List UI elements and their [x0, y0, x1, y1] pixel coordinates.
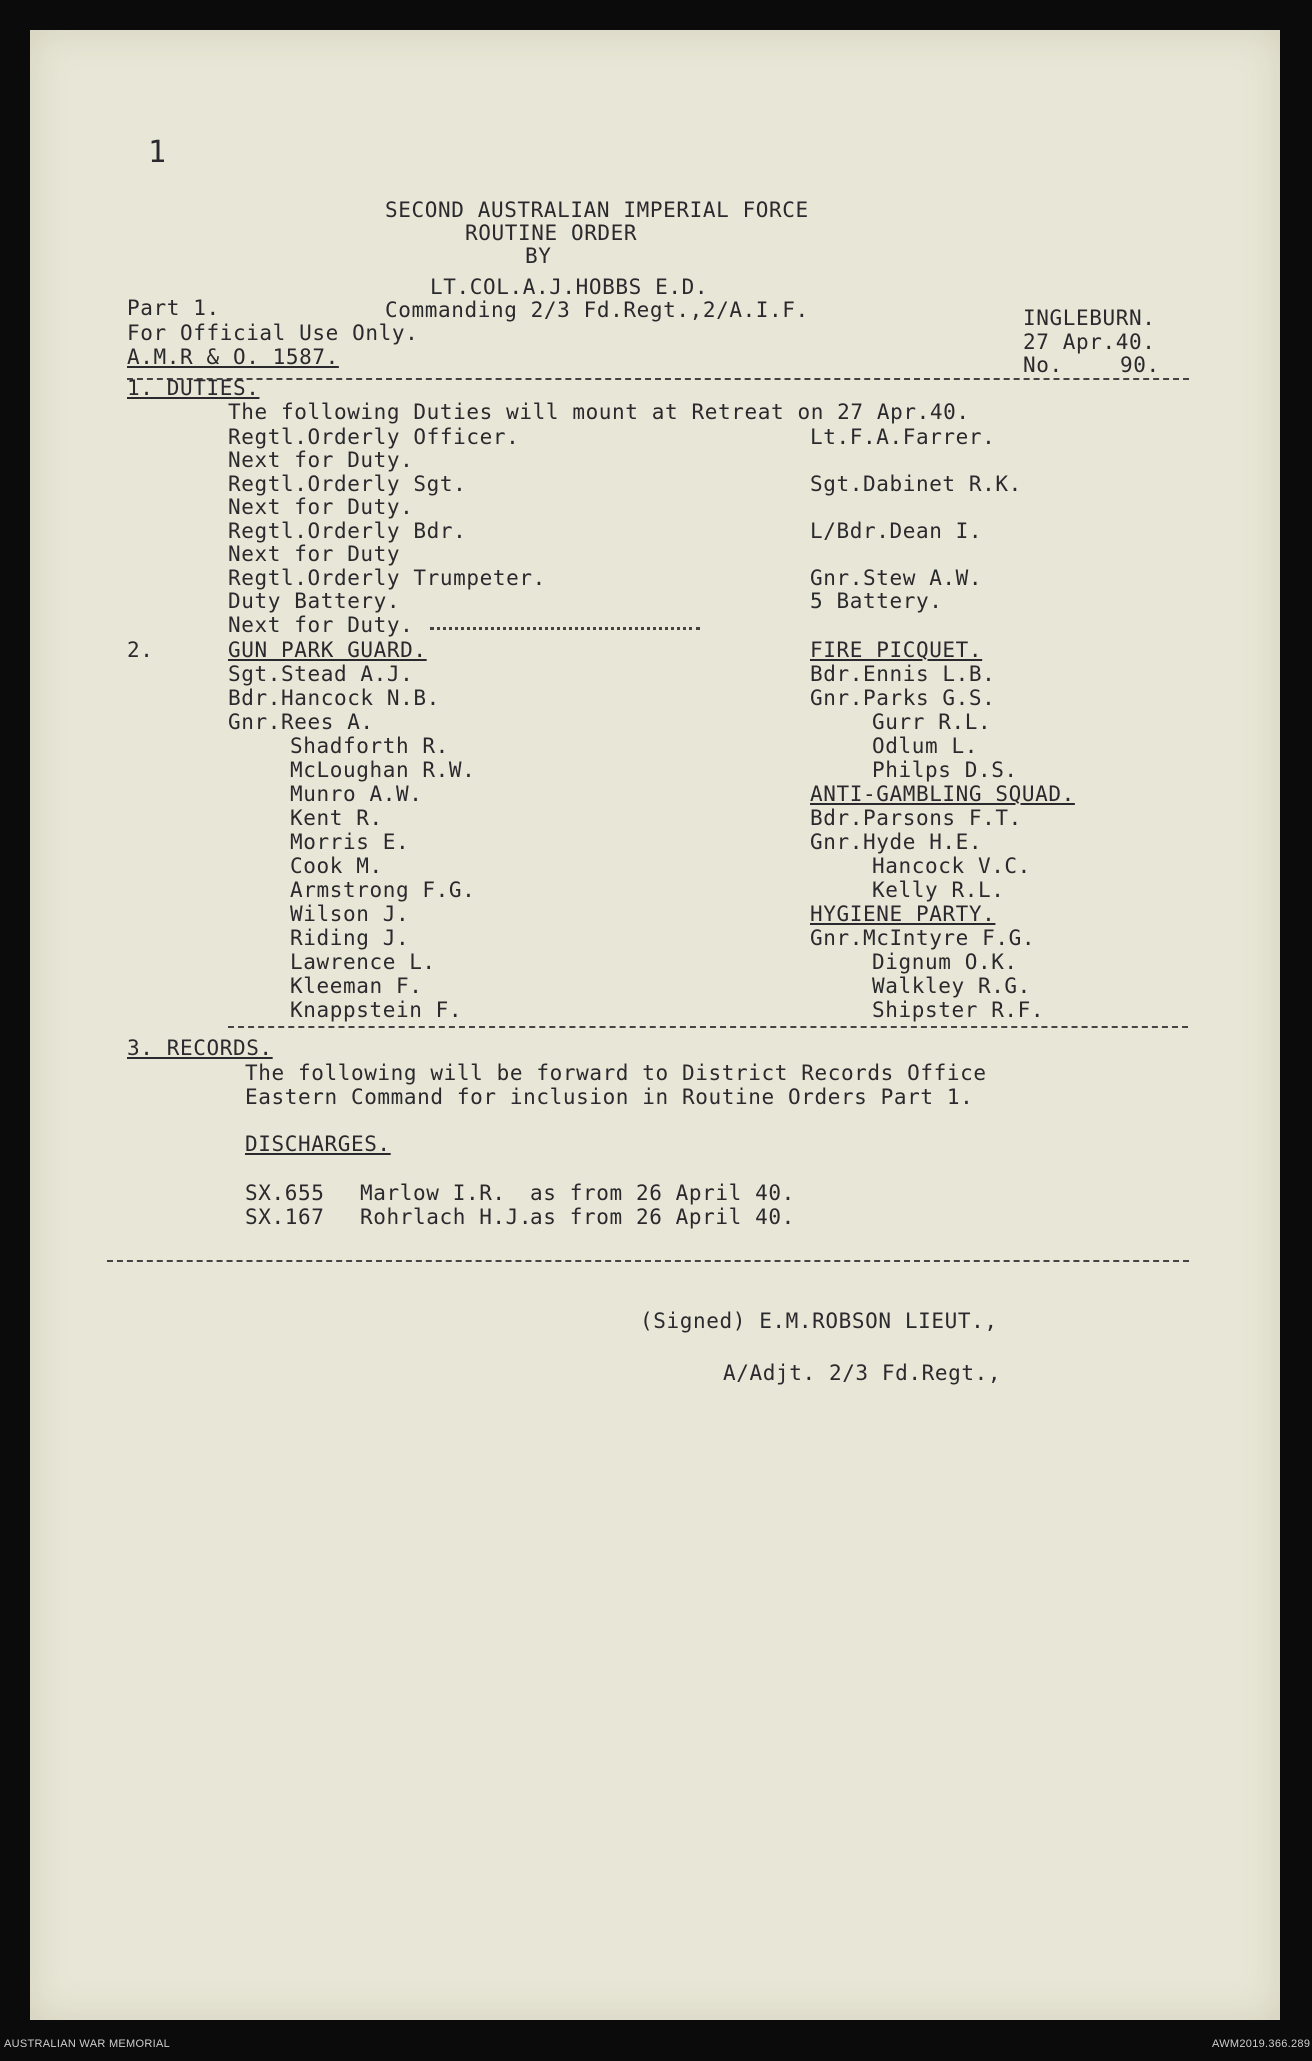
duty-role: Next for Duty.: [228, 613, 414, 637]
gun-park-guard-member: Shadforth R.: [290, 734, 449, 758]
dotted-leader: [430, 627, 700, 630]
discharge-name: Marlow I.R.: [360, 1181, 506, 1205]
duty-person: L/Bdr.Dean I.: [810, 519, 983, 543]
duties-heading: 1. DUTIES.: [127, 376, 260, 400]
hygiene-party-member: Walkley R.G.: [872, 974, 1031, 998]
gun-park-guard-member: Sgt.Stead A.J.: [228, 662, 414, 686]
hygiene-party-member: Dignum O.K.: [872, 950, 1018, 974]
reference-label: A.M.R & O. 1587.: [127, 345, 339, 369]
duty-role: Regtl.Orderly Trumpeter.: [228, 566, 546, 590]
gun-park-guard-member: McLoughan R.W.: [290, 758, 476, 782]
footer-left: AUSTRALIAN WAR MEMORIAL: [4, 2038, 171, 2050]
order-number-label: No.: [1023, 353, 1063, 377]
discharge-from: as from 26 April 40.: [530, 1205, 795, 1229]
gun-park-guard-member: Knappstein F.: [290, 998, 463, 1022]
routine-order: [30, 30, 1280, 2020]
gun-park-guard-title: GUN PARK GUARD.: [228, 638, 427, 662]
duty-role: Duty Battery.: [228, 589, 401, 613]
fire-picquet-member: Bdr.Ennis L.B.: [810, 662, 996, 686]
signature-line-1: (Signed) E.M.ROBSON LIEUT.,: [640, 1309, 998, 1333]
place-label: INGLEBURN.: [1023, 306, 1156, 330]
gun-park-guard-member: Lawrence L.: [290, 950, 436, 974]
document-page: [30, 30, 1280, 2020]
gun-park-guard-member: Kleeman F.: [290, 974, 423, 998]
divider-top: [127, 378, 1189, 380]
duty-role: Next for Duty.: [228, 448, 414, 472]
gun-park-guard-member: Gnr.Rees A.: [228, 710, 374, 734]
hygiene-party-title: HYGIENE PARTY.: [810, 902, 996, 926]
order-number-value: 90.: [1120, 353, 1160, 377]
duty-person: Lt.F.A.Farrer.: [810, 425, 996, 449]
header-line-5: Commanding 2/3 Fd.Regt.,2/A.I.F.: [385, 298, 809, 322]
signature-line-2: A/Adjt. 2/3 Fd.Regt.,: [723, 1361, 1002, 1385]
part-label: Part 1.: [127, 296, 220, 320]
header-line-3: BY: [525, 244, 552, 268]
hygiene-party-member: Gnr.McIntyre F.G.: [810, 926, 1036, 950]
header-line-4: LT.COL.A.J.HOBBS E.D.: [430, 275, 709, 299]
date-label: 27 Apr.40.: [1023, 330, 1156, 354]
anti-gambling-title: ANTI-GAMBLING SQUAD.: [810, 782, 1075, 806]
duties-intro: The following Duties will mount at Retreat on 27 Apr.40.: [228, 400, 970, 424]
divider-bottom: [107, 1260, 1189, 1262]
fire-picquet-member: Odlum L.: [872, 734, 978, 758]
duty-role: Next for Duty: [228, 542, 401, 566]
fire-picquet-member: Gnr.Parks G.S.: [810, 686, 996, 710]
anti-gambling-member: Hancock V.C.: [872, 854, 1031, 878]
duty-role: Regtl.Orderly Sgt.: [228, 472, 467, 496]
records-heading: 3. RECORDS.: [127, 1036, 273, 1060]
fire-picquet-member: Philps D.S.: [872, 758, 1018, 782]
anti-gambling-member: Kelly R.L.: [872, 878, 1005, 902]
gun-park-guard-member: Morris E.: [290, 830, 410, 854]
discharge-number: SX.655: [245, 1181, 325, 1205]
duty-role: Regtl.Orderly Bdr.: [228, 519, 467, 543]
discharges-title: DISCHARGES.: [245, 1132, 391, 1156]
gun-park-guard-member: Bdr.Hancock N.B.: [228, 686, 440, 710]
anti-gambling-member: Gnr.Hyde H.E.: [810, 830, 983, 854]
page-mark: 1: [148, 135, 167, 170]
records-line-1: The following will be forward to District Records Office: [245, 1061, 987, 1085]
discharge-from: as from 26 April 40.: [530, 1181, 795, 1205]
header-line-2: ROUTINE ORDER: [465, 221, 638, 245]
duty-person: Sgt.Dabinet R.K.: [810, 472, 1022, 496]
duty-role: Regtl.Orderly Officer.: [228, 425, 520, 449]
gun-park-guard-member: Wilson J.: [290, 902, 410, 926]
footer-right: AWM2019.366.289: [1212, 2038, 1311, 2050]
records-line-2: Eastern Command for inclusion in Routine Orders Part 1.: [245, 1085, 974, 1109]
header-line-1: SECOND AUSTRALIAN IMPERIAL FORCE: [385, 198, 809, 222]
duty-person: Gnr.Stew A.W.: [810, 566, 983, 590]
discharge-name: Rohrlach H.J.: [360, 1205, 533, 1229]
gun-park-guard-member: Kent R.: [290, 806, 383, 830]
official-use-label: For Official Use Only.: [127, 321, 419, 345]
gun-park-guard-member: Riding J.: [290, 926, 410, 950]
gun-park-guard-member: Cook M.: [290, 854, 383, 878]
section-2-number: 2.: [127, 638, 154, 662]
hygiene-party-member: Shipster R.F.: [872, 998, 1045, 1022]
gun-park-guard-member: Munro A.W.: [290, 782, 423, 806]
fire-picquet-member: Gurr R.L.: [872, 710, 992, 734]
divider-middle: [228, 1026, 1188, 1028]
fire-picquet-title: FIRE PICQUET.: [810, 638, 983, 662]
duty-role: Next for Duty.: [228, 495, 414, 519]
duty-person: 5 Battery.: [810, 589, 943, 613]
discharge-number: SX.167: [245, 1205, 325, 1229]
gun-park-guard-member: Armstrong F.G.: [290, 878, 476, 902]
anti-gambling-member: Bdr.Parsons F.T.: [810, 806, 1022, 830]
